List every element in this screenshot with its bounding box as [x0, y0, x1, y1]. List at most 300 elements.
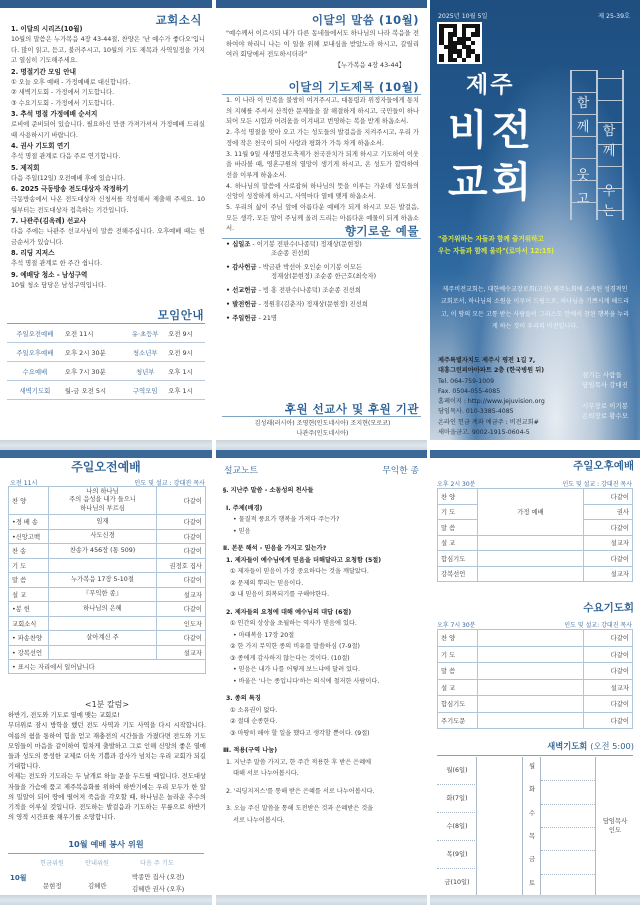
news-heading: 9. 예배당 청소 - 남성구역: [11, 270, 88, 279]
meetings-table: [7, 323, 205, 400]
offerings-list: [226, 240, 422, 328]
sermon-note-line: 2. 제자들의 요청에 대해 예수님의 대답 (6절): [226, 608, 352, 616]
offering-names: - 빙 홍 전판수(나종덕) 조순종 진선희: [256, 287, 361, 294]
issue-number: 제 25-39호: [598, 13, 630, 20]
service-content-line: 찬송가 456장 (통 509): [69, 546, 136, 554]
monthly-word-title: 이달의 말씀 (10월): [311, 13, 419, 27]
ladder-rung: [571, 136, 596, 137]
service-content: [49, 602, 157, 617]
dawn-day: 목(9일): [437, 841, 477, 869]
divider: [437, 755, 633, 756]
service-item: 교회소식: [9, 616, 49, 631]
service-item: 주기도문: [438, 712, 478, 729]
ladder-char: 함: [602, 124, 616, 139]
header-band: [216, 0, 427, 8]
service-content-line: 주의 음성을 내가 들으니: [69, 496, 136, 504]
service-row: [9, 515, 206, 530]
sermon-note-line: 대해 서로 나누어봅시다.: [233, 770, 299, 777]
service-person: 설교자: [157, 587, 206, 602]
header-band: [216, 450, 427, 458]
dawn-day: 월(6일): [437, 757, 477, 785]
service-item: •신앙고백: [9, 529, 49, 544]
ladder-rung: [597, 100, 622, 101]
qr-module: [475, 58, 480, 62]
column-paragraph: 이제는 전도와 기도라는 두 날개로 하늘 문을 두드릴 때입니다. 전도대상자들을 가슴에 품고 제주복음화를 위하여 하반기에는 우리 모두가 한 알의 밀알이 되어 땅에 떨어져 죽음을 각오할 때, 하나님은 놀라운 추수의 기적을 이루실 것입니다. 전도하는 발걸음과 기도하는 무릎으로 하반기의 영적 시간표를 채우기를 소망합니다.: [8, 773, 206, 822]
sermon-note-line: • 믿음은 내가 나를 어떻게 보느냐에 달려 있다.: [233, 666, 360, 673]
sermon-subject: 무익한 종: [382, 466, 419, 476]
staff-line: 섬기는 사람들: [582, 371, 622, 379]
service-row: [438, 679, 633, 696]
service-person: 다같이: [584, 663, 633, 680]
ladder-char: 웃: [576, 168, 590, 183]
service-content: [49, 558, 157, 573]
service-content: [49, 529, 157, 544]
morning-service-panel: [0, 450, 212, 905]
service-content-line: 살아계신 주: [86, 633, 119, 641]
church-vision: 제주비전교회는, 대한예수교장로회(고신) 제주노회에 소속된 성경적인 교회로서, 하나님의 소원을 이루어 드림으로, 하나님을 기쁘시게 해드리고, 이 땅의 모든 고통 받는 사람들이 그리스도 안에서 참된 행복을 누리게 하는 것이 우리의 비전입니다.: [440, 286, 630, 330]
service-item: 설 교: [438, 679, 478, 696]
meeting-time: 월-금 오전 5시: [63, 381, 125, 400]
footer-band: [0, 895, 212, 905]
service-person: 다같이: [157, 544, 206, 559]
sermon-note-body: [223, 485, 423, 826]
ladder-char: 께: [602, 144, 616, 159]
sermon-note-line: ② 문제의 뿌리는 믿음이다.: [230, 579, 304, 587]
service-item: 찬 양: [438, 489, 478, 505]
cover-verse-line: "즐거워하는 자들과 함께 즐거워하고: [438, 235, 544, 243]
prayer-staff: 김혜란 권사 (오후): [132, 885, 185, 893]
monthly-word-ref: 【누가복음 4장 43-44】: [334, 60, 405, 69]
dawn-leader: [597, 817, 633, 835]
ladder-rung: [597, 166, 622, 167]
service-note: • 표시는 자리에서 일어납니다: [9, 660, 206, 674]
service-leader: 인도 및 설교 : 강대진 목사: [134, 480, 205, 487]
service-item: 설 교: [438, 535, 478, 551]
meeting-name: 유·초등부: [124, 324, 166, 343]
service-row: [9, 529, 206, 544]
service-item: •경 배 송: [9, 515, 49, 530]
service-time: 오후 7시 30분: [437, 622, 476, 629]
service-item: 찬 양: [9, 487, 49, 515]
offering-names: - 이기봉 전판수(나종덕) 정재상(문현정): [250, 241, 362, 248]
offering-label: • 십일조: [226, 241, 251, 248]
offering-line: [226, 240, 422, 249]
dawn-day: 수(8일): [437, 813, 477, 841]
news-body: 다음 주에는 나관주 선교사님이 말씀 전해주십니다. 오후예배 때는 헌금순서가 있습니다.: [11, 228, 205, 246]
sermon-note-line: • 바울은 '나는 종입니다'하는 의식에 철저한 사람이다.: [233, 677, 380, 685]
usher-staff: 김혜란: [88, 882, 107, 890]
service-person: 설교자: [157, 645, 206, 660]
afternoon-service-title: 주일오후예배: [573, 460, 634, 472]
church-news-panel: [0, 0, 212, 440]
prayer-item: 5. 우리의 삶이 주님 앞에 아름다운 예배가 되게 하시고 모든 발걸음, 모든 생각, 모든 말이 주님께 올려 드리는 아름다운 예물이 되게 하옵소서.: [226, 204, 419, 233]
news-line: ① 오늘 오후 예배 - 가정예배로 대신합니다.: [11, 78, 131, 86]
service-content: [49, 487, 157, 515]
service-content: [49, 631, 157, 646]
meeting-name: 주일오전예배: [7, 324, 63, 343]
sermon-note-line: 3. 종의 특징: [226, 695, 261, 702]
service-row: [438, 535, 633, 551]
service-row: [9, 631, 206, 646]
service-item: • 강복선언: [9, 645, 49, 660]
afternoon-service-info: [437, 479, 632, 488]
meeting-row: [7, 324, 205, 343]
church-contact: [438, 356, 583, 438]
service-content-line: 누가복음 17장 5-10절: [71, 575, 134, 583]
meeting-time: 오후 1시: [166, 362, 205, 381]
ladder-illustration: [570, 70, 624, 220]
meeting-name: 새벽기도회: [7, 381, 63, 400]
offering-names: - 박금관 박선아 오인순 이기봉 이모든: [256, 264, 363, 271]
offering-names: - 21명: [256, 315, 277, 322]
sermon-note-line: Ⅰ. 주제(배경): [226, 504, 263, 512]
ladder-char: 고: [576, 192, 590, 207]
offering-names: 정재상(문현정) 조순종 한근호(최숙자): [271, 273, 377, 280]
dawn-leader-line: 인도: [608, 827, 622, 834]
staff-header: 헌금위원: [40, 860, 64, 867]
dawn-row-line: [541, 874, 595, 875]
service-content-line: 『무익한 종』: [83, 590, 122, 597]
sermon-note-line: ③ 내 믿음이 회복되기를 구해야한다.: [230, 591, 330, 598]
prayer-staff: 박종만 집사 (오전): [132, 873, 185, 881]
news-body: 다음 주일(12일) 오전예배 후에 있습니다.: [11, 174, 126, 182]
afternoon-service-table: [437, 488, 633, 582]
dawn-weekday: 목: [528, 832, 536, 840]
service-item: 기 도: [438, 646, 478, 663]
service-row: [9, 587, 206, 602]
cover-verse: [438, 233, 554, 257]
offering-names: - 정원휴(김춘자) 정재상(문현정) 진선희: [256, 301, 368, 308]
church-staff: [582, 370, 640, 421]
service-content-line: 사도신경: [90, 532, 115, 539]
service-content-line: 나의 하나님: [86, 487, 119, 495]
sermon-note-line: §. 지난주 말씀 - 소돔성의 천사들: [223, 487, 314, 494]
staff-header: 다음 주 기도: [140, 860, 174, 867]
monthly-prayer-title: 이달의 기도제목 (10월): [288, 80, 419, 94]
dawn-weekday: 수: [528, 809, 536, 817]
church-name-line1: 비전: [448, 106, 536, 154]
service-person: 다같이: [584, 551, 633, 567]
news-line: ③ 수요기도회 - 가정에서 기도합니다.: [11, 99, 115, 107]
service-content: [49, 515, 157, 530]
wednesday-prayer-title: 수요기도회: [583, 602, 634, 614]
word-prayer-panel: [216, 0, 427, 440]
monthly-word: [226, 28, 419, 70]
footer-band: [430, 895, 640, 905]
prayer-item: 2. 추석 명절을 맞아 오고 가는 성도들의 발걸음을 지켜주시고, 우리 가정에 작은 천국이 되어 사랑과 평화가 가득 차게 하옵소서.: [226, 129, 419, 147]
service-person: 다같이: [584, 712, 633, 729]
news-line: ② 새벽기도회 - 가정에서 기도합니다.: [11, 89, 115, 96]
church-name-line2: 교회: [448, 158, 536, 206]
tel: Tel. 064-759-1009: [438, 377, 495, 385]
service-row: [438, 646, 633, 663]
offering-row: [226, 263, 422, 281]
news-body: 로비에 준비되어 있습니다. 필요하신 만큼 가져가셔서 가정예배 드리실 때 사용하시기 바랍니다.: [11, 121, 205, 139]
service-row: [9, 573, 206, 588]
sermon-note-line: ① 인간의 상상을 초월하는 역사가 믿음에 있다.: [230, 620, 357, 627]
wednesday-prayer-table: [437, 629, 633, 729]
header-band: [430, 450, 640, 458]
service-person: 다같이: [584, 630, 633, 647]
offering-row: [226, 286, 422, 295]
news-heading: 1. 이달의 시리즈(10월): [11, 25, 83, 33]
news-heading: 2. 명절기간 모임 안내: [11, 67, 76, 76]
news-body: 10월 청소 담당은 남성구역입니다.: [11, 281, 107, 289]
dawn-blank-col: [477, 757, 523, 897]
service-person: 다같이: [157, 487, 206, 515]
sermon-note-line: ① 소유권이 없다.: [230, 706, 278, 714]
service-person: 권사: [584, 504, 633, 520]
account-number: 새마을금고. 9002-1915-0604-5: [438, 429, 530, 437]
offering-label: • 선교헌금: [226, 287, 257, 294]
service-row: [438, 566, 633, 582]
news-heading: 7. 나관주(김옥례) 선교사: [11, 217, 87, 225]
news-heading: 3. 추석 명절 가정예배 순서지: [11, 110, 98, 118]
service-leader: 인도 및 설교: 강대진 목사: [564, 622, 632, 629]
sponsors-title: 후원 선교사 및 후원 기관: [284, 402, 419, 416]
meeting-time: 오전 9시: [166, 324, 205, 343]
service-item: 합심기도: [438, 551, 478, 567]
divider: [8, 853, 204, 854]
bulletin-date: 2025년 10월 5일: [438, 13, 488, 20]
service-staff-title: 10월 예배 봉사 위원: [68, 839, 144, 849]
prayer-item: 1. 이 나라 이 민족을 불쌍히 여겨주시고, 대통령과 위정자들에게 통치의 지혜를 주셔서 산적한 문제들을 잘 해결하게 하시고, 국민들이 하나 되어 모든 시험과 어려움을 이겨내고 번영하는 복을 받게 하옵소서.: [226, 97, 419, 126]
church-name-prefix: 제주: [466, 72, 515, 98]
dawn-weekday: 금: [528, 856, 536, 864]
service-item: • 파송찬양: [9, 631, 49, 646]
service-item: •봉 헌: [9, 602, 49, 617]
sermon-note-header: [224, 463, 419, 476]
sponsors-line: 나관주(인도네시아): [296, 430, 349, 437]
sermon-note-line: 1. 제자들이 예수님에게 믿음을 더해달라고 요청함 (5절): [226, 556, 382, 564]
sermon-note-line: Ⅱ. 본문 해석 - 믿음을 가지고 있는가?: [223, 545, 327, 552]
service-time: 오후 2시 30분: [437, 481, 476, 488]
offering-row: [226, 300, 422, 309]
news-body: 추석 명절 관계로 다음 주로 연기합니다.: [11, 153, 121, 160]
monthly-word-text: "예수께서 이르시되 내가 다른 동네들에서도 하나님의 나라 복음을 전하여야 하리니 나는 이 일을 위해 보내심을 받았노라 하시고, 갈릴리 여러 회당에서 전도하시더라": [226, 29, 419, 59]
separator-band: [216, 440, 427, 450]
dawn-row-line: [541, 850, 595, 851]
news-body: 10월의 말씀은 누가복음 4장 43-44절, 찬양은 '난 예수가 좋다오'입니다. 많이 읽고, 듣고, 불러주시고, 10월의 기도 제목과 사역일정을 가지고 열심히 기도해주세요.: [11, 36, 205, 64]
news-heading: 6. 2025 극동방송 전도대상자 작정하기: [11, 185, 129, 193]
service-content: [478, 679, 584, 696]
service-item: 강복선언: [438, 566, 478, 582]
wednesday-prayer-info: [437, 620, 632, 629]
morning-service-table: [8, 486, 206, 674]
service-content: [49, 573, 157, 588]
qr-pattern: [439, 24, 480, 62]
meeting-time: 오전 11시: [63, 324, 125, 343]
dawn-days-col: [437, 757, 477, 897]
offering-names: 조순종 진선희: [271, 250, 310, 257]
prayer-item: 3. 11월 9일 새생명전도축제가 천국잔치가 되게 하시고 기도하여 이웃을 바라볼 때, 영혼구원의 열망이 생기게 하시고, 온 성도가 합력하여 선을 이루게 하옵소서.: [226, 150, 419, 179]
offerings-title: 향기로운 예물: [344, 224, 419, 238]
address-line: 제주특별자치도 제주시 평전 1길 7,: [438, 357, 536, 364]
service-item: 찬 송: [9, 544, 49, 559]
news-body: 추석 명절 관계로 한 주간 쉽니다.: [11, 260, 103, 267]
service-row: [9, 544, 206, 559]
sermon-note-line: ③ 마땅히 해야 할 일을 했다고 생각할 뿐이다. (9절): [230, 729, 370, 737]
meeting-name: 청소년부: [124, 343, 166, 362]
service-row: [438, 489, 633, 505]
news-heading: 5. 제직회: [11, 163, 40, 172]
meeting-time: 오전 9시: [166, 343, 205, 362]
service-row: [438, 630, 633, 647]
service-item: 기 도: [9, 558, 49, 573]
service-content: [478, 566, 584, 582]
service-content-line: 하나님의 부르심: [80, 504, 125, 512]
sponsors-line: 김성래(러시아) 조영현(인도네시아) 조지현(모로코): [254, 420, 391, 427]
service-row: [9, 616, 206, 631]
meeting-name: 주일오후예배: [7, 343, 63, 362]
offering-label: • 주일헌금: [226, 315, 257, 322]
service-note-row: [9, 660, 206, 674]
staff-line: 시무장로 이기봉: [582, 401, 629, 410]
service-person: 다같이: [157, 573, 206, 588]
service-person: 인도자: [157, 616, 206, 631]
ladder-rung: [597, 78, 622, 79]
offering-staff: 문현정: [43, 882, 62, 890]
ladder-char: 우: [602, 184, 616, 199]
service-time: 오전 11시: [10, 480, 38, 487]
staff-line: 은퇴장로 황수모: [582, 411, 629, 420]
service-item: 찬 양: [438, 630, 478, 647]
spacer: [582, 391, 640, 401]
meeting-name: 구역모임: [124, 381, 166, 400]
service-content: [478, 663, 584, 680]
column-paragraph: 무더위로 잠시 방학을 했던 전도 사역과 기도 사역을 다시 시작합니다. 여름의 쉼을 통하여 힘을 얻고 재충전의 시간들을 가졌다면 전도와 기도 모임들이 마음을 같이하여 힘차게 출발하고 그로 인해 신앙의 좋은 열매들과 성도의 풍성한 교제로 더욱 기쁨과 감사가 넘치는 우리 교회가 되길 기대합니다.: [8, 722, 206, 771]
sermon-note-line: 3. 오늘 주신 말씀을 통해 도전받은 것과 은혜받은 것을: [226, 805, 374, 812]
service-row: [438, 663, 633, 680]
dawn-time: (오전 5:00): [590, 741, 634, 751]
service-row: [438, 696, 633, 713]
service-content: [478, 630, 584, 647]
service-row: [9, 602, 206, 617]
dawn-row-line: [541, 827, 595, 828]
service-item: 기 도: [438, 504, 478, 520]
dawn-weekday: 월: [528, 763, 536, 770]
service-item: 말 씀: [9, 573, 49, 588]
account-label: 온라인 헌금 계좌 예금주 : 비전교회#: [438, 418, 539, 426]
service-row: [9, 558, 206, 573]
divider: [222, 416, 421, 417]
offering-line: [226, 300, 422, 309]
staff-line: 담임목사 강대진: [582, 381, 629, 390]
divider: [222, 94, 421, 95]
qr-code-icon[interactable]: [437, 22, 482, 64]
ladder-char: 는: [602, 204, 616, 219]
staff-month: 10월: [10, 874, 27, 882]
service-person: 다같이: [157, 529, 206, 544]
separator-band: [0, 440, 212, 450]
prayer-item: 4. 하나님의 말씀에 사로잡혀 하나님의 뜻을 이루는 가운데 성도들의 신앙이 성장하게 하시고, 사역마다 열매 맺게 하옵소서.: [226, 182, 419, 201]
sermon-note-line: ② 절대 순종한다.: [230, 718, 278, 725]
ladder-char: 께: [576, 120, 590, 135]
service-content: [49, 544, 157, 559]
news-body: 극동방송에서 나온 전도대상자 신청서를 작성해서 제출해 주세요. 10월부터는 전도대상자 접촉하는 기간입니다.: [11, 196, 205, 214]
meeting-row: [7, 362, 205, 381]
dawn-day: 화(7일): [437, 785, 477, 813]
dawn-prayer-grid: [437, 757, 633, 897]
sermon-note-line: ③ 종에게 감사하지 않는다는 것이다. (10절): [230, 654, 350, 662]
meeting-time: 오후 7시 30분: [63, 362, 125, 381]
dawn-content-col: [541, 757, 596, 897]
meeting-time: 오후 2시 30분: [63, 343, 125, 362]
service-row: [9, 487, 206, 515]
homepage-link[interactable]: 홈페이지 : http://www.jejuvision.org: [438, 398, 545, 406]
church-news-list: [11, 24, 205, 291]
dawn-weekday-col: [523, 757, 541, 897]
news-heading: 4. 권사 기도회 연기: [11, 142, 70, 150]
service-content: [49, 587, 157, 602]
news-heading: 8. 리딩 지저스: [11, 249, 55, 257]
service-content: [478, 646, 584, 663]
address-line: 대흥그린피아아파트 2층 (한국병원 뒤): [438, 367, 545, 375]
service-person: 다같이: [157, 602, 206, 617]
service-person: 다같이: [157, 631, 206, 646]
meeting-name: 청년부: [124, 362, 166, 381]
sermon-note-line: Ⅲ. 적용(구역 나눔): [223, 747, 278, 754]
ladder-char: 함: [576, 96, 590, 111]
dawn-prayer-title: [547, 740, 634, 752]
service-person: 다같이: [584, 646, 633, 663]
service-content-line: 하나님의 은혜: [83, 604, 122, 612]
sermon-note-line: 2. '리딩지저스'를 통해 받은 은혜를 서로 나누어봅시다.: [226, 787, 375, 795]
sermon-note-panel: [216, 450, 427, 905]
pastor-phone: 담임목사. 010-3385-4085: [438, 408, 514, 416]
monthly-prayer-list: [226, 96, 419, 235]
meeting-time: 오후 1시: [166, 381, 205, 400]
sermon-note-line: 1. 지난주 말씀 가지고, 한 주간 적용한 후 받은 은혜에: [226, 758, 372, 766]
service-row: [438, 712, 633, 729]
offering-label: • 감사헌금: [226, 264, 257, 271]
service-item: 말 씀: [438, 663, 478, 680]
dawn-leader-line: 담임목사: [602, 818, 628, 825]
service-item: 말 씀: [438, 520, 478, 536]
cover-panel: [430, 0, 640, 440]
sermon-note-line: • 물질적 풍요가 행복을 가져다 주는가?: [233, 516, 340, 523]
service-content: [478, 712, 584, 729]
meeting-row: [7, 343, 205, 362]
dawn-day: 금(10일): [444, 879, 470, 886]
offering-label: • 발전헌금: [226, 301, 257, 308]
service-content: [478, 535, 584, 551]
service-leader: 인도 및 설교 : 강대진 목사: [562, 481, 632, 488]
dawn-title-text: 새벽기도회: [547, 741, 588, 751]
ladder-rung: [571, 70, 596, 71]
sermon-note-line: • 믿음: [233, 527, 251, 535]
ladder-rung: [571, 158, 596, 159]
sermon-note-line: ② 한 가지 무익한 종의 비유를 말씀하심 (7-9절): [230, 643, 360, 650]
meetings-title: 모임안내: [157, 308, 204, 322]
service-content: [49, 616, 157, 631]
offering-row: [226, 240, 422, 258]
service-item: 합심기도: [438, 696, 478, 713]
ladder-rung: [571, 114, 596, 115]
service-person: 설교자: [584, 535, 633, 551]
service-person: 다같이: [584, 520, 633, 536]
offering-line: [226, 286, 422, 295]
service-person: 다같이: [157, 515, 206, 530]
ladder-rail: [622, 70, 624, 220]
service-person: 권정호 집사: [157, 558, 206, 573]
morning-service-title: 주일오전예배: [71, 460, 141, 474]
one-minute-column: [8, 700, 206, 823]
sermon-note-line: 서로 나누어봅시다.: [233, 816, 285, 824]
offering-line: [226, 314, 422, 323]
service-person: 다같이: [584, 489, 633, 505]
offering-line: [226, 263, 422, 272]
